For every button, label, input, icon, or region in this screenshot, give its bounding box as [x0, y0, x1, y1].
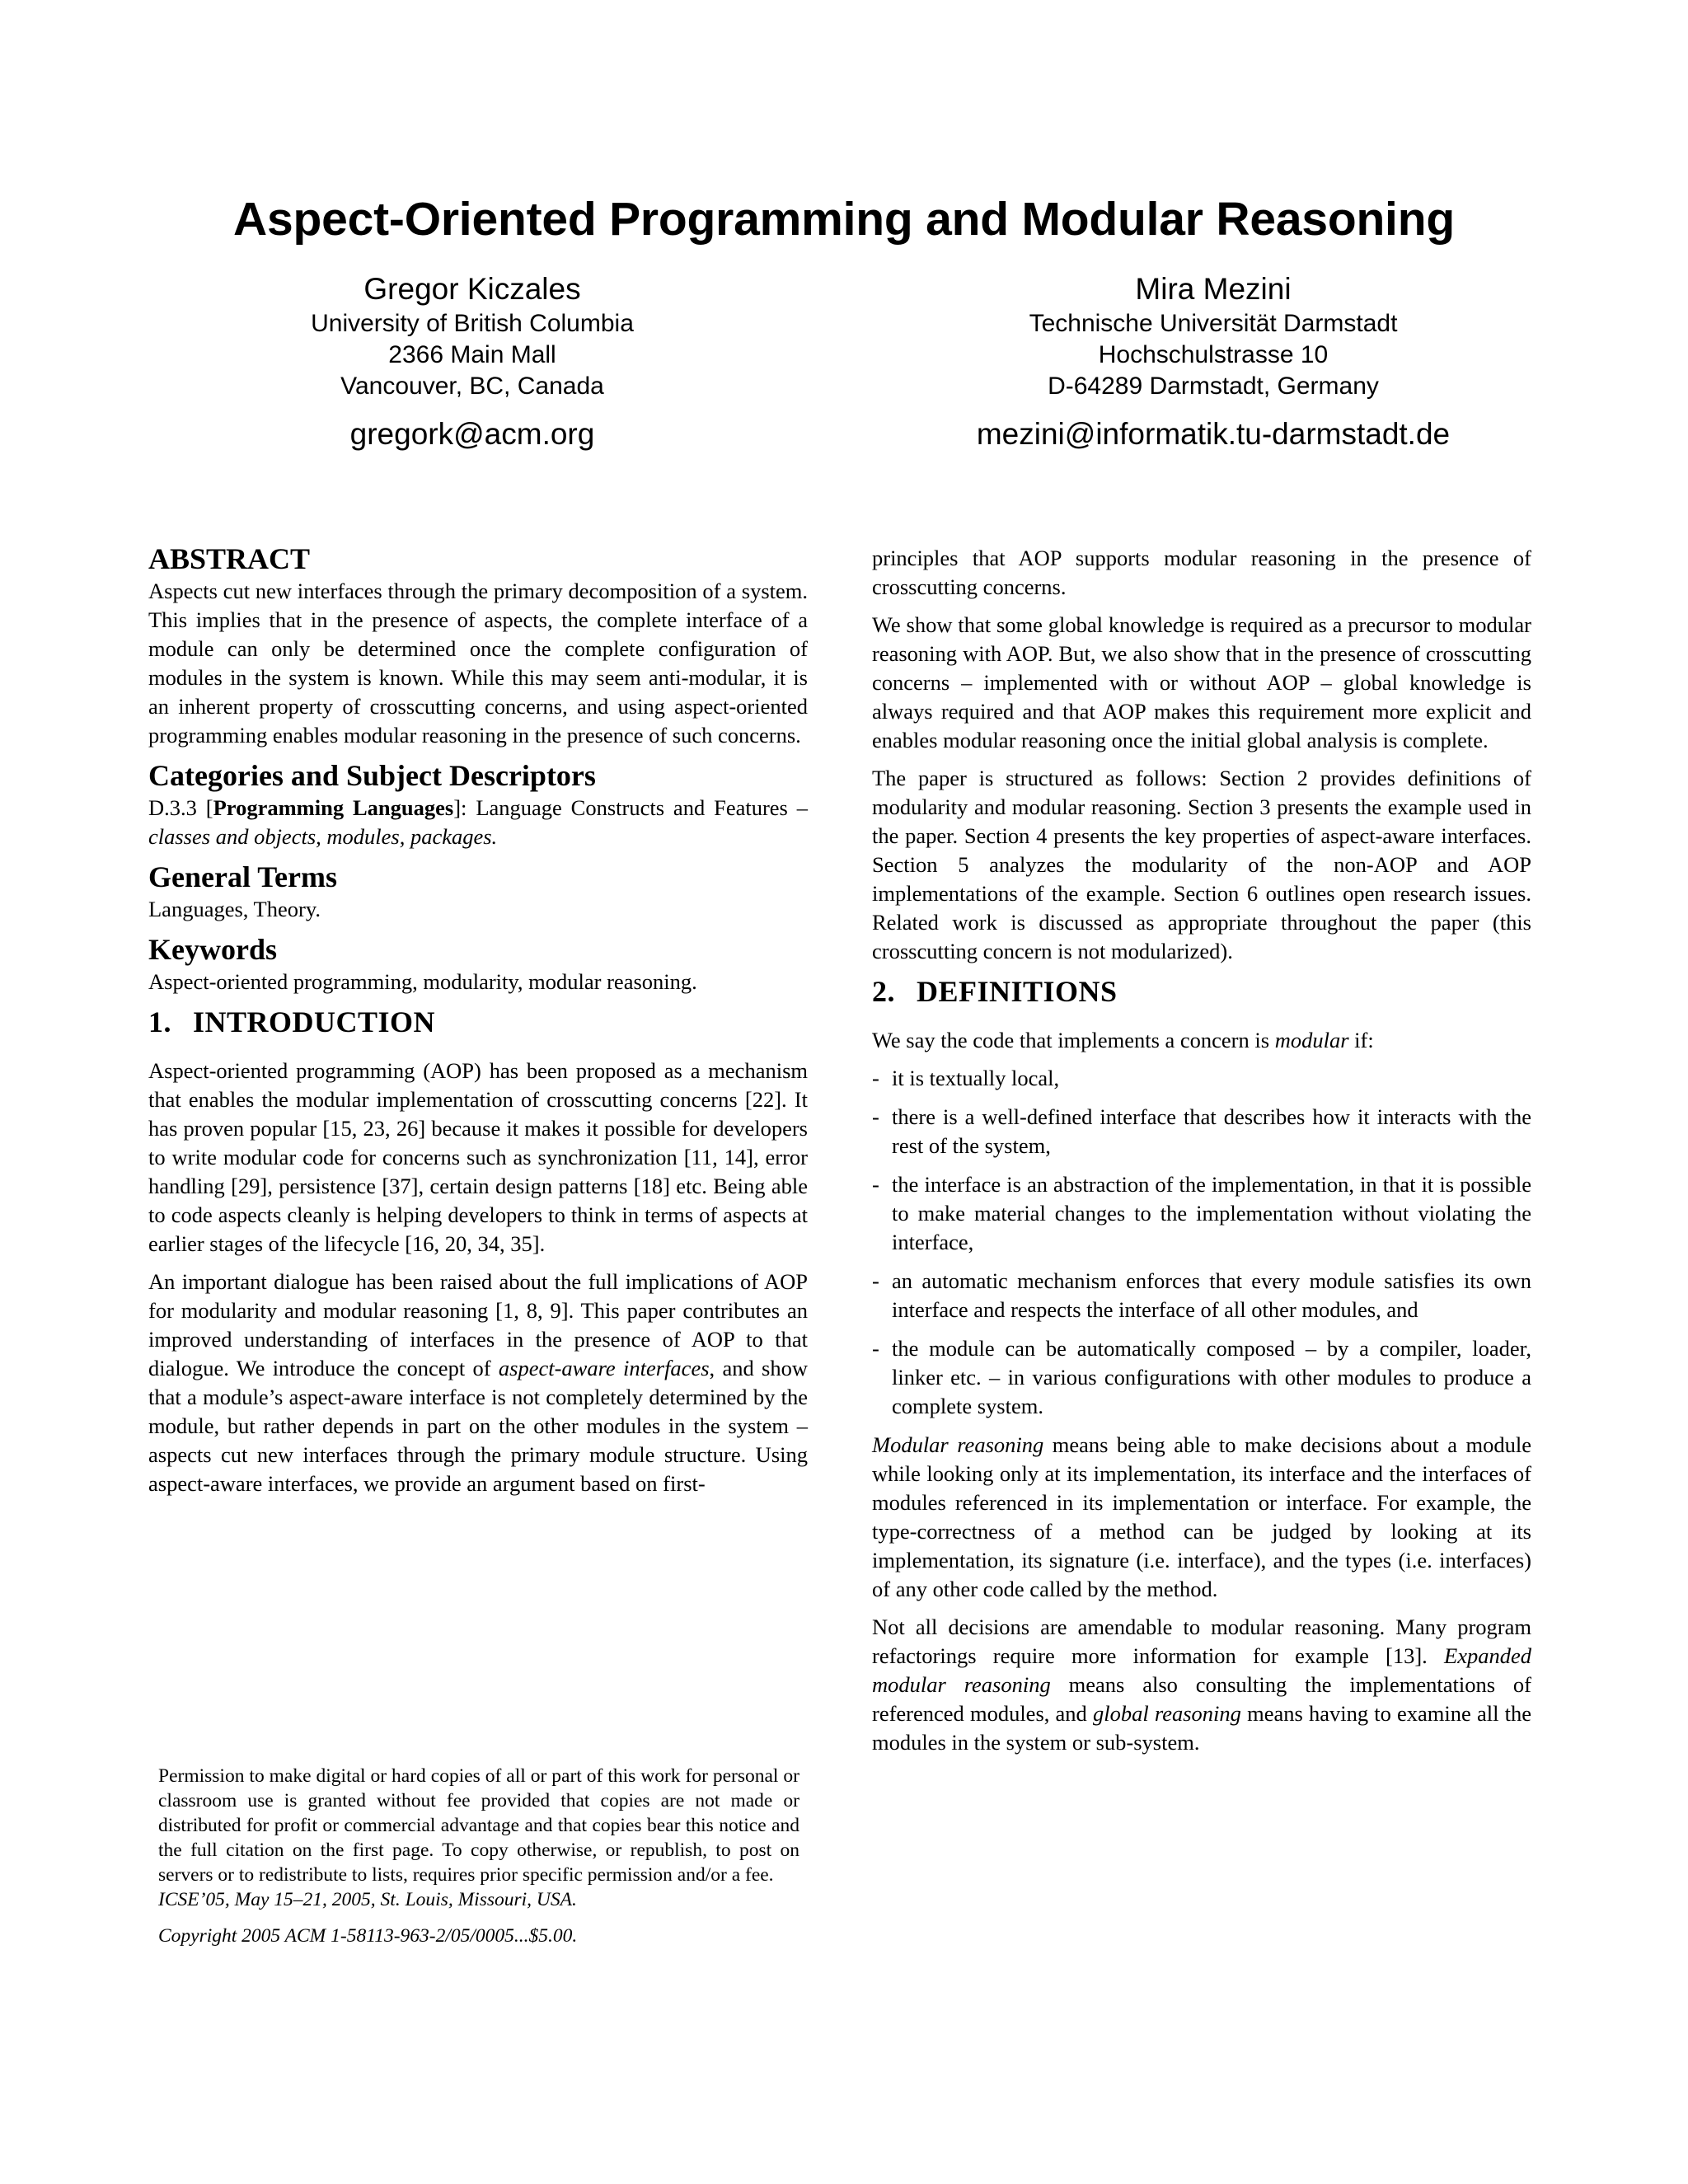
intro-paragraph: An important dialogue has been raised about the full implications of AOP for modularity and modular reasoning [1, 8, 9]. This paper contributes an improved understanding of interfaces in the presence of AOP to that dialogue. We introduce the concept of aspect-aware interfaces, and show that a module’s aspect-aware interface is not completely determined by the module, but rather depends in part on the other modules in the system – aspects cut new interfaces through the primary module structure. Using aspect-aware interfaces, we provide an argument based on first-: [148, 1269, 809, 1496]
list-item: - it is textually local,: [872, 1064, 1531, 1093]
section-heading-introduction: [148, 1005, 808, 1038]
author-address-line: Vancouver, BC, Canada: [340, 373, 604, 400]
section-title: DEFINITIONS: [917, 975, 1118, 1008]
copyright-line: Copyright 2005 ACM 1-58113-963-2/05/0005...$5.00.: [158, 1925, 578, 1947]
abstract-text: Aspects cut new interfaces through the primary decomposition of a system. This implies that in the presence of aspects, the complete interface of a module can only be determined once the complete configuration of modules in the system is known. While this may seem anti-modular, it is an inherent property of crosscutting concerns, and using aspect-oriented programming enables modular reasoning in the presence of such concerns.: [148, 579, 808, 748]
left-column: [148, 542, 808, 1507]
author-email[interactable]: gregork@acm.org: [349, 417, 595, 451]
author-email[interactable]: mezini@informatik.tu-darmstadt.de: [976, 417, 1451, 451]
author-affiliation: University of British Columbia: [311, 310, 634, 337]
abstract-heading: ABSTRACT: [148, 542, 311, 575]
keywords-heading: Keywords: [148, 933, 277, 966]
permission-text: Permission to make digital or hard copies of all or part of this work for personal or classroom use is granted without fee provided that copies are not made or distributed for profit or commercial advantage and that copies bear this notice and the full citation on the first page. To copy otherwise, or republish, to post on servers or to redistribute to lists, requires prior specific permission and/or a fee.: [158, 1765, 799, 1886]
author-block-kiczales: [101, 272, 843, 452]
categories-text: D.3.3 [Programming Languages]: Language Constructs and Features – classes and objects, modules, packages.: [148, 795, 809, 849]
general-terms-heading: General Terms: [148, 860, 337, 893]
author-address-line: Hochschulstrasse 10: [1098, 341, 1329, 368]
list-item: - the interface is an abstraction of the implementation, in that it is possible to make material changes to the implementation without violating the interface,: [872, 1170, 1531, 1257]
list-item: - an automatic mechanism enforces that every module satisfies its own interface and respects the interface of all other modules, and: [872, 1267, 1531, 1324]
paper-title: Aspect-Oriented Programming and Modular Reasoning: [233, 193, 1455, 246]
intro-paragraph: Aspect-oriented programming (AOP) has been proposed as a mechanism that enables the modular implementation of crosscutting concerns [22]. It has proven popular [15, 23, 26] because it makes it possible for developers to write modular code for concerns such as synchronization [11, 14], error handling [29], persistence [37], certain design patterns [18] etc. Being able to code aspects cleanly is helping developers to think in terms of aspects at earlier stages of the lifecycle [16, 20, 34, 35].: [148, 1058, 808, 1256]
intro-paragraph: principles that AOP supports modular reasoning in the presence of crosscutting concerns.: [872, 546, 1531, 599]
author-address-line: 2366 Main Mall: [388, 341, 556, 368]
list-item: - there is a well-defined interface that describes how it interacts with the rest of the system,: [872, 1103, 1531, 1160]
general-terms-text: Languages, Theory.: [148, 897, 321, 921]
keywords-text: Aspect-oriented programming, modularity, modular reasoning.: [148, 969, 697, 994]
categories-heading: Categories and Subject Descriptors: [148, 759, 596, 792]
section-title: INTRODUCTION: [193, 1005, 436, 1038]
author-block-mezini: [842, 272, 1584, 452]
author-name: Gregor Kiczales: [363, 272, 581, 306]
author-address-line: D-64289 Darmstadt, Germany: [1048, 373, 1379, 400]
intro-paragraph: The paper is structured as follows: Section 2 provides definitions of modularity and modular reasoning. Section 3 presents the example used in the paper. Section 4 presents the key properties of aspect-aware interfaces. Section 5 analyzes the modularity of the non-AOP and AOP implementations of the example. Section 6 outlines open research issues. Related work is discussed as appropriate throughout the paper (this crosscutting concern is not modularized).: [872, 766, 1531, 963]
category-term: Programming Languages: [213, 795, 454, 820]
permission-notice: [158, 1764, 799, 1948]
intro-paragraph: We show that some global knowledge is required as a precursor to modular reasoning with AOP. But, we also show that in the presence of crosscutting concerns – implemented with or without AOP – global knowledge is always required and that AOP makes this requirement more explicit and enables modular reasoning once the initial global analysis is complete.: [872, 612, 1531, 752]
list-item: - the module can be automatically composed – by a compiler, loader, linker etc. – in various configurations with other modules to produce a complete system.: [872, 1334, 1531, 1421]
author-name: Mira Mezini: [1135, 272, 1292, 306]
category-subterms: classes and objects, modules, packages.: [148, 824, 498, 849]
author-affiliation: Technische Universität Darmstadt: [1029, 310, 1398, 337]
definitions-intro: We say the code that implements a concern is modular if:: [872, 1028, 1374, 1052]
section-heading-definitions: [872, 975, 1531, 1008]
modularity-criteria-list: [872, 1064, 1531, 1421]
section-number: 1.: [148, 1005, 171, 1038]
modular-reasoning-paragraph: Modular reasoning means being able to make decisions about a module while looking only at its implementation, its interface and the interfaces of modules referenced in its implementation or interface. For example, the type-correctness of a method can be judged by looking at its implementation, its signature (i.e. interface), and the types (i.e. interfaces) of any other code called by the method.: [872, 1432, 1531, 1601]
reasoning-paragraph: Not all decisions are amendable to modular reasoning. Many program refactorings require more information for example [13]. Expanded modular reasoning means also consulting the implementations of referenced modules, and global reasoning means having to examine all the modules in the system or sub-system.: [872, 1615, 1531, 1755]
conference-line: ICSE’05, May 15–21, 2005, St. Louis, Missouri, USA.: [158, 1889, 577, 1910]
section-number: 2.: [872, 975, 895, 1008]
right-column: [872, 544, 1531, 1766]
acm-code: D.3.3: [148, 795, 197, 820]
